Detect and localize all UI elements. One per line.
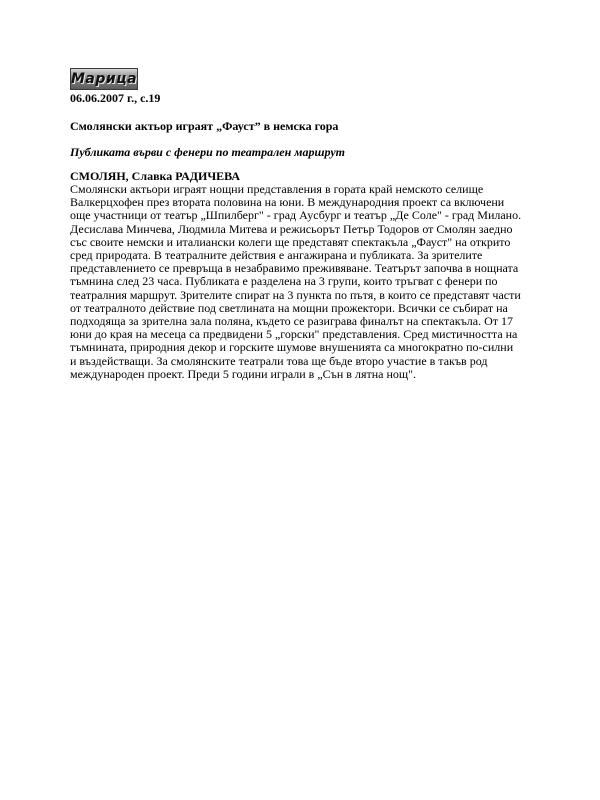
article-body-line: от театралното действие под светлината на мощни прожектори. Всички се събират на: [70, 300, 508, 315]
article-headline: Смолянски актьор играят „Фауст” в немска гора: [70, 119, 339, 133]
article-body-line: тъмнина след 23 часа. Публиката е разделена на 3 групи, които тръгват с фенери по: [70, 274, 498, 289]
newspaper-logo-text: Марица: [70, 71, 138, 87]
article-body-line: още участници от театър „Шпилберг" - град Аусбург и театър „Де Соле" - град Милано.: [70, 208, 522, 223]
article-body-line: и въздействащи. За смолянските театрали това ще бъде второ участие в такъв род: [70, 353, 488, 368]
article-body-line: тъмнината, природния декор и горските шумове внушенията са многократно по-силни: [70, 340, 514, 355]
article-body-line: Смолянски актьори играят нощни представления в гората край немското селище: [70, 182, 484, 196]
article-body-line: представлението се превръща в незабравимо преживяване. Театърът започва в нощната: [70, 261, 519, 276]
article-body-line: Десислава Минчева, Людмила Митева и режисьорът Петър Тодоров от Смолян заедно: [70, 221, 513, 236]
article-body-line: със своите немски и италиански колеги ще представят спектакъла „Фауст" на открито: [70, 234, 511, 249]
article-subheadline: Публиката върви с фенери по театрален маршрут: [70, 145, 345, 159]
article-body-line: сред природата. В театралните действия е ангажирана и публиката. За зрителите: [70, 248, 483, 263]
article-body-line: Валкерцхофен през втората половина на юни. В международния проект са включени: [70, 195, 505, 210]
article-body: [70, 183, 540, 381]
publication-date: 06.06.2007 г., с.19: [70, 91, 161, 105]
article-body-line: юни до края на месеца са предвидени 5 „горски" представления. Сред мистичността на: [70, 327, 518, 342]
article-body-line: подходяща за зрителна зала поляна, където се разиграва финалът на спектакъла. От 17: [70, 314, 513, 329]
article-body-line: международен проект. Преди 5 години играли в „Сън в лятна нощ".: [70, 366, 417, 381]
article-body-line: театралния маршрут. Зрителите спират на 3 пункта по пътя, в които се представят части: [70, 287, 521, 302]
newspaper-logo: [70, 68, 138, 90]
article-byline: СМОЛЯН, Славка РАДИЧЕВА: [70, 169, 241, 183]
